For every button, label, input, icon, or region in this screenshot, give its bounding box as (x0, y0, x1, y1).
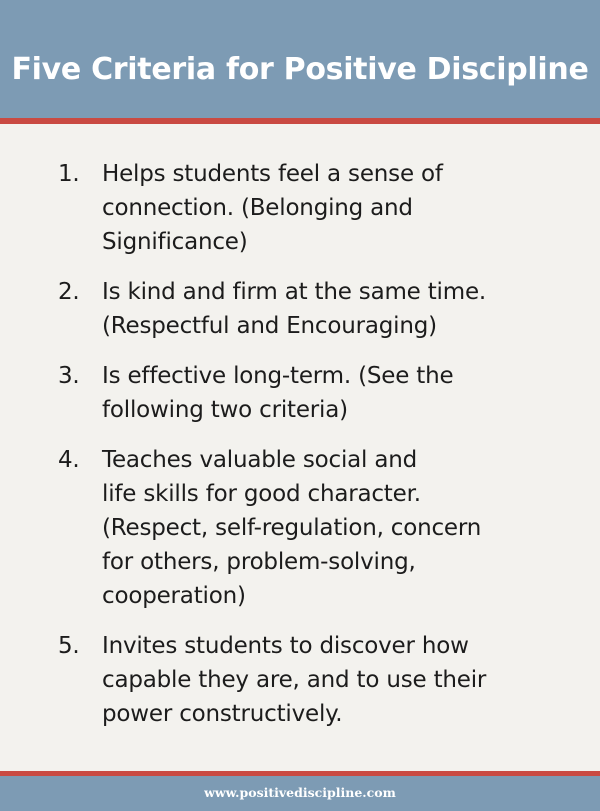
bottom-divider (0, 771, 600, 776)
criteria-text: Is kind and firm at the same time. (Respectful and Encouraging) (102, 279, 487, 339)
criteria-list (58, 157, 588, 747)
footer-banner (0, 771, 600, 811)
criteria-item-1 (58, 157, 588, 259)
criteria-number: 5. (58, 633, 80, 659)
criteria-text: Invites students to discover how capable they are, and to use their power constructively. (102, 633, 487, 727)
criteria-number: 4. (58, 447, 80, 473)
header-banner (0, 0, 600, 118)
criteria-item-2 (58, 275, 588, 343)
criteria-item-5 (58, 629, 588, 731)
criteria-text: Is effective long-term. (See the following two criteria) (102, 363, 454, 423)
criteria-item-3 (58, 359, 588, 427)
criteria-number: 1. (58, 161, 80, 187)
top-divider (0, 118, 600, 124)
page-title: Five Criteria for Positive Discipline (11, 52, 589, 87)
criteria-item-4 (58, 443, 588, 613)
criteria-text: Teaches valuable social and life skills for good character. (Respect, self-regulation, concern for others, problem-solving, cooperation) (102, 447, 482, 609)
criteria-number: 3. (58, 363, 80, 389)
website-url: www.positivediscipline.com (204, 785, 396, 800)
criteria-number: 2. (58, 279, 80, 305)
criteria-text: Helps students feel a sense of connection. (Belonging and Significance) (102, 161, 443, 255)
